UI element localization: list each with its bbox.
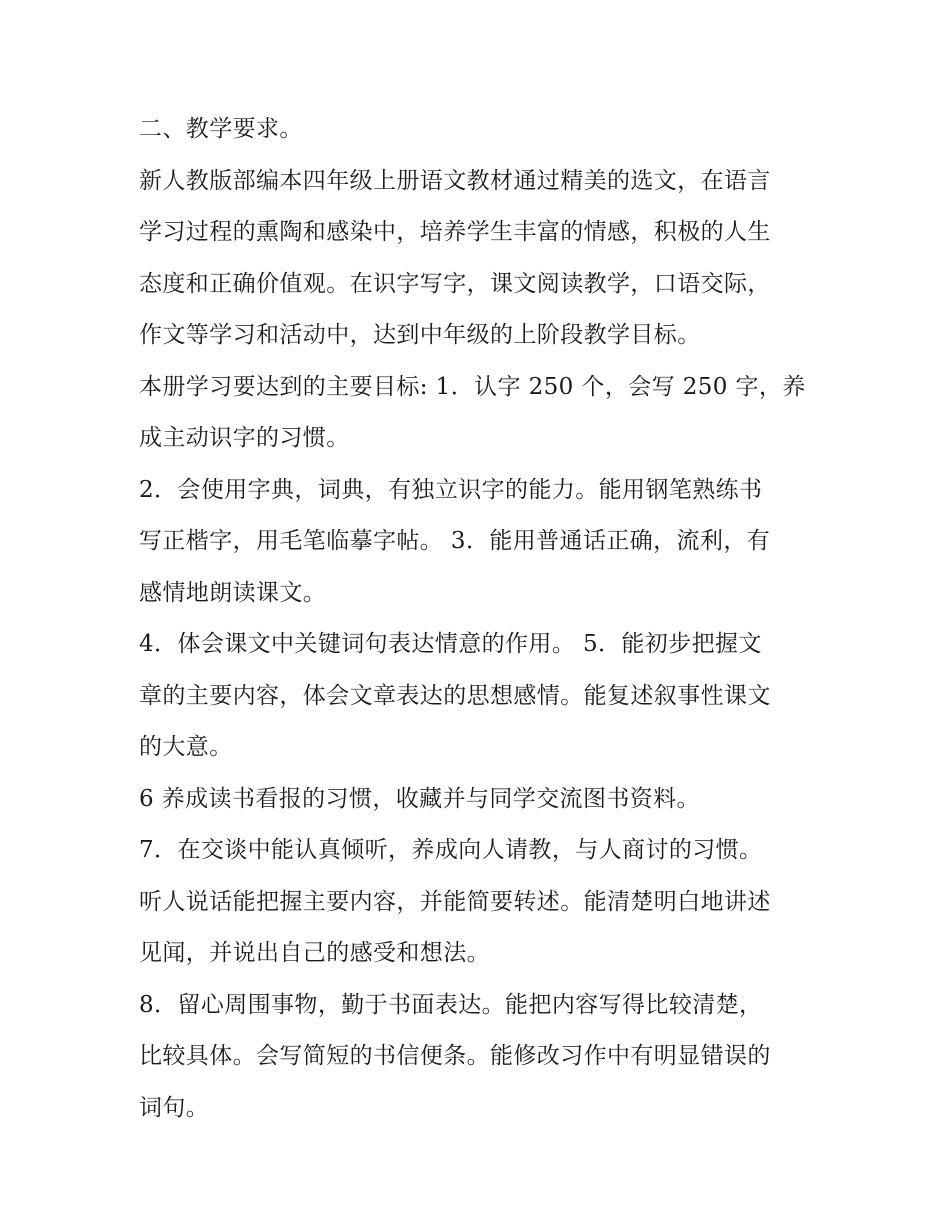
text-line: 词句。 (139, 1094, 210, 1121)
text-line: 成主动识字的习惯。 (139, 425, 350, 451)
text-line: 态度和正确价值观。在识字写字，课文阅读教学，口语交际， (139, 270, 771, 297)
text-line: 7．在交谈中能认真倾听，养成向人请教，与人商讨的习惯。 (139, 837, 763, 863)
text-line: 本册学习要达到的主要目标: 1．认字 250 个，会写 250 字，养 (139, 373, 806, 400)
text-line: 8．留心周围事物，勤于书面表达。能把内容写得比较清楚， (139, 991, 763, 1018)
text-line: 的大意。 (139, 734, 233, 760)
text-line: 写正楷字，用毛笔临摹字帖。 3．能用普通话正确，流利，有 (139, 528, 771, 554)
section-heading: 二、教学要求。 (139, 116, 303, 142)
text-line: 4．体会课文中关键词句表达情意的作用。 5．能初步把握文 (139, 631, 762, 657)
text-line: 章的主要内容，体会文章表达的思想感情。能复述叙事性课文 (139, 682, 771, 709)
text-line: 感情地朗读课文。 (139, 579, 327, 606)
text-line: 见闻，并说出自己的感受和想法。 (139, 940, 490, 966)
text-line: 听人说话能把握主要内容，并能简要转述。能清楚明白地讲述 (139, 888, 771, 915)
text-line: 比较具体。会写简短的书信便条。能修改习作中有明显错误的 (139, 1043, 771, 1069)
text-line: 新人教版部编本四年级上册语文教材通过精美的选文，在语言 (139, 167, 771, 194)
document-body (139, 104, 819, 1134)
text-line: 6 养成读书看报的习惯，收藏并与同学交流图书资料。 (139, 785, 700, 812)
text-line: 学习过程的熏陶和感染中，培养学生丰富的情感，积极的人生 (139, 219, 771, 245)
text-line: 2．会使用字典，词典，有独立识字的能力。能用钢笔熟练书 (139, 476, 763, 503)
text-line: 作文等学习和活动中，达到中年级的上阶段教学目标。 (139, 322, 701, 348)
